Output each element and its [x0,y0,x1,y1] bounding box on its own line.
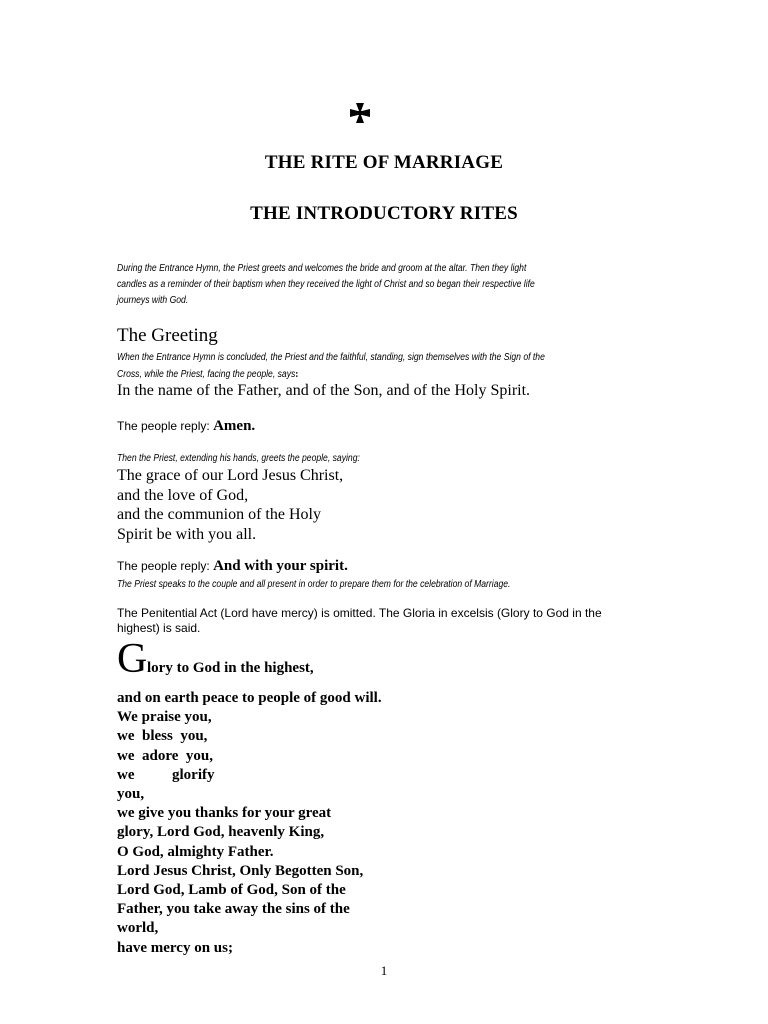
reply-label: The people reply: [117,419,210,433]
gloria-line: you, [117,786,145,803]
rubric-line: journeys with God. [117,295,189,306]
gloria-line: Lord Jesus Christ, Only Begotten Son, [117,862,364,879]
penitential-line: The Penitential Act (Lord have mercy) is omitted. The Gloria in excelsis (Glory to God in the [117,606,602,620]
gloria-dropcap: G [117,636,148,682]
penitential-note [117,606,657,636]
gloria-line: we glorify [117,766,215,783]
entrance-rubric [117,261,659,309]
gloria-line: we adore you, [117,747,213,764]
trinitarian-invocation: In the name of the Father, and of the Son, and of the Holy Spirit. [117,382,531,399]
rubric-line: When the Entrance Hymn is concluded, the Priest and the faithful, standing, sign themselves with the Sign of the [117,352,545,363]
greeting-heading: The Greeting [117,325,218,346]
page-number: 1 [380,963,388,978]
rubric-line: During the Entrance Hymn, the Priest greets and welcomes the bride and groom at the altar. Then they light [117,263,527,274]
rubric-line-text: Cross, while the Priest, facing the people, says [117,369,296,380]
rubric-colon: : [295,368,299,380]
grace-line: and the love of God, [117,486,249,504]
gloria-line: We praise you, [117,709,212,726]
people-reply-spirit [117,558,657,575]
grace-greeting [117,466,657,544]
people-reply-amen [117,418,657,435]
rubric-line: candles as a reminder of their baptism when they received the light of Christ and so began their respective life [117,279,535,290]
marriage-preparation-rubric: The Priest speaks to the couple and all present in order to prepare them for the celebration of Marriage. [117,579,511,590]
gloria-line: O God, almighty Father. [117,843,274,860]
gloria-line: world, [117,920,159,937]
cross-pattee-icon [350,103,370,123]
gloria-line: we bless you, [117,728,208,745]
gloria-first-line: lory to God in the highest, [147,660,314,676]
greeting-rubric-2: Then the Priest, extending his hands, greets the people, saying: [117,453,360,464]
gloria-line: Lord God, Lamb of God, Son of the [117,882,346,899]
grace-line: and the communion of the Holy [117,506,321,523]
gloria-line: glory, Lord God, heavenly King, [117,824,325,841]
gloria-line: we give you thanks for your great [117,805,332,822]
gloria-text [117,689,447,958]
reply-text: Amen. [213,418,256,434]
greeting-rubric [117,350,659,383]
gloria-line: Father, you take away the sins of the [117,901,350,918]
grace-line: Spirit be with you all. [117,525,257,543]
rite-title: THE RITE OF MARRIAGE [264,152,504,173]
gloria-line: and on earth peace to people of good will. [117,690,382,706]
gloria-line: have mercy on us; [117,939,233,956]
grace-line: The grace of our Lord Jesus Christ, [117,467,344,484]
reply-text: And with your spirit. [213,558,348,574]
penitential-line: highest) is said. [117,621,201,635]
introductory-rites-title: THE INTRODUCTORY RITES [250,203,518,224]
reply-label: The people reply: [117,559,210,573]
